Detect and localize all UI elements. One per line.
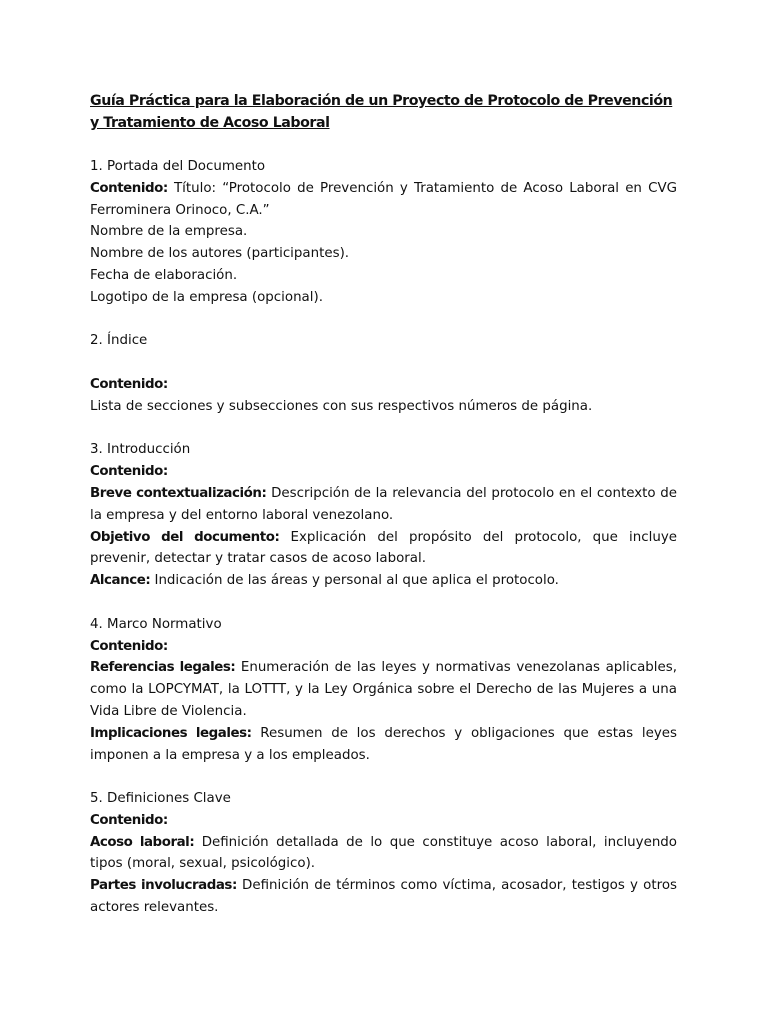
spacer <box>90 309 677 331</box>
content-item <box>90 527 677 571</box>
item-text: Definición de términos como víctima, acosador, testigos y otros actores relevantes. <box>90 878 677 916</box>
document-title: Guía Práctica para la Elaboración de un Proyecto de Protocolo de Prevención y Tratamiento de Acoso Laboral <box>90 93 673 131</box>
content-label: Contenido: <box>90 812 168 828</box>
section-heading-marco-normativo: 4. Marco Normativo <box>90 616 222 632</box>
content-item <box>90 875 677 919</box>
list-line: Logotipo de la empresa (opcional). <box>90 289 323 305</box>
list-line: Fecha de elaboración. <box>90 267 238 283</box>
spacer <box>90 134 677 156</box>
content-label-line <box>90 374 677 396</box>
content-item <box>90 483 677 527</box>
section-heading-portada: 1. Portada del Documento <box>90 158 266 174</box>
content-item <box>90 570 677 592</box>
section-content-portada <box>90 178 677 222</box>
content-item <box>90 657 677 722</box>
spacer <box>90 592 677 614</box>
content-label: Contenido: <box>90 376 168 392</box>
spacer <box>90 766 677 788</box>
item-text: Descripción de la relevancia del protocolo en el contexto de la empresa y del entorno laboral venezolano. <box>90 485 677 523</box>
spacer <box>90 352 677 374</box>
content-item <box>90 723 677 767</box>
item-text: Definición detallada de lo que constituye acoso laboral, incluyendo tipos (moral, sexual, psicológico). <box>90 834 677 872</box>
item-label: Objetivo del documento: <box>90 529 280 545</box>
content-text: Título: “Protocolo de Prevención y Tratamiento de Acoso Laboral en CVG Ferrominera Orinoco, C.A.” <box>90 180 677 218</box>
content-item <box>90 832 677 876</box>
item-label: Partes involucradas: <box>90 878 237 894</box>
content-text-line: Lista de secciones y subsecciones con sus respectivos números de página. <box>90 398 593 414</box>
content-label: Contenido: <box>90 464 168 480</box>
item-text: Explicación del propósito del protocolo, que incluye prevenir, detectar y tratar casos de acoso laboral. <box>90 529 677 567</box>
document-page <box>90 91 677 919</box>
item-text: Indicación de las áreas y personal al que aplica el protocolo. <box>154 573 559 589</box>
list-line: Nombre de los autores (participantes). <box>90 246 350 262</box>
content-label: Contenido: <box>90 638 168 654</box>
content-label-line <box>90 461 677 483</box>
item-label: Implicaciones legales: <box>90 725 252 741</box>
item-text: Enumeración de las leyes y normativas venezolanas aplicables, como la LOPCYMAT, la LOTTT, y la Ley Orgánica sobre el Derecho de las Mujeres a una Vida Libre de Violencia. <box>90 660 677 719</box>
section-heading-definiciones: 5. Definiciones Clave <box>90 791 231 807</box>
content-label: Contenido: <box>90 180 168 196</box>
spacer <box>90 418 677 440</box>
item-label: Alcance: <box>90 573 151 589</box>
content-label-line <box>90 810 677 832</box>
item-label: Breve contextualización: <box>90 485 267 501</box>
item-label: Acoso laboral: <box>90 834 195 850</box>
section-heading-introduccion: 3. Introducción <box>90 442 191 458</box>
section-heading-indice: 2. Índice <box>90 333 148 349</box>
list-line: Nombre de la empresa. <box>90 224 248 240</box>
item-text: Resumen de los derechos y obligaciones que estas leyes imponen a la empresa y a los empleados. <box>90 725 677 763</box>
content-label-line <box>90 636 677 658</box>
item-label: Referencias legales: <box>90 660 236 676</box>
